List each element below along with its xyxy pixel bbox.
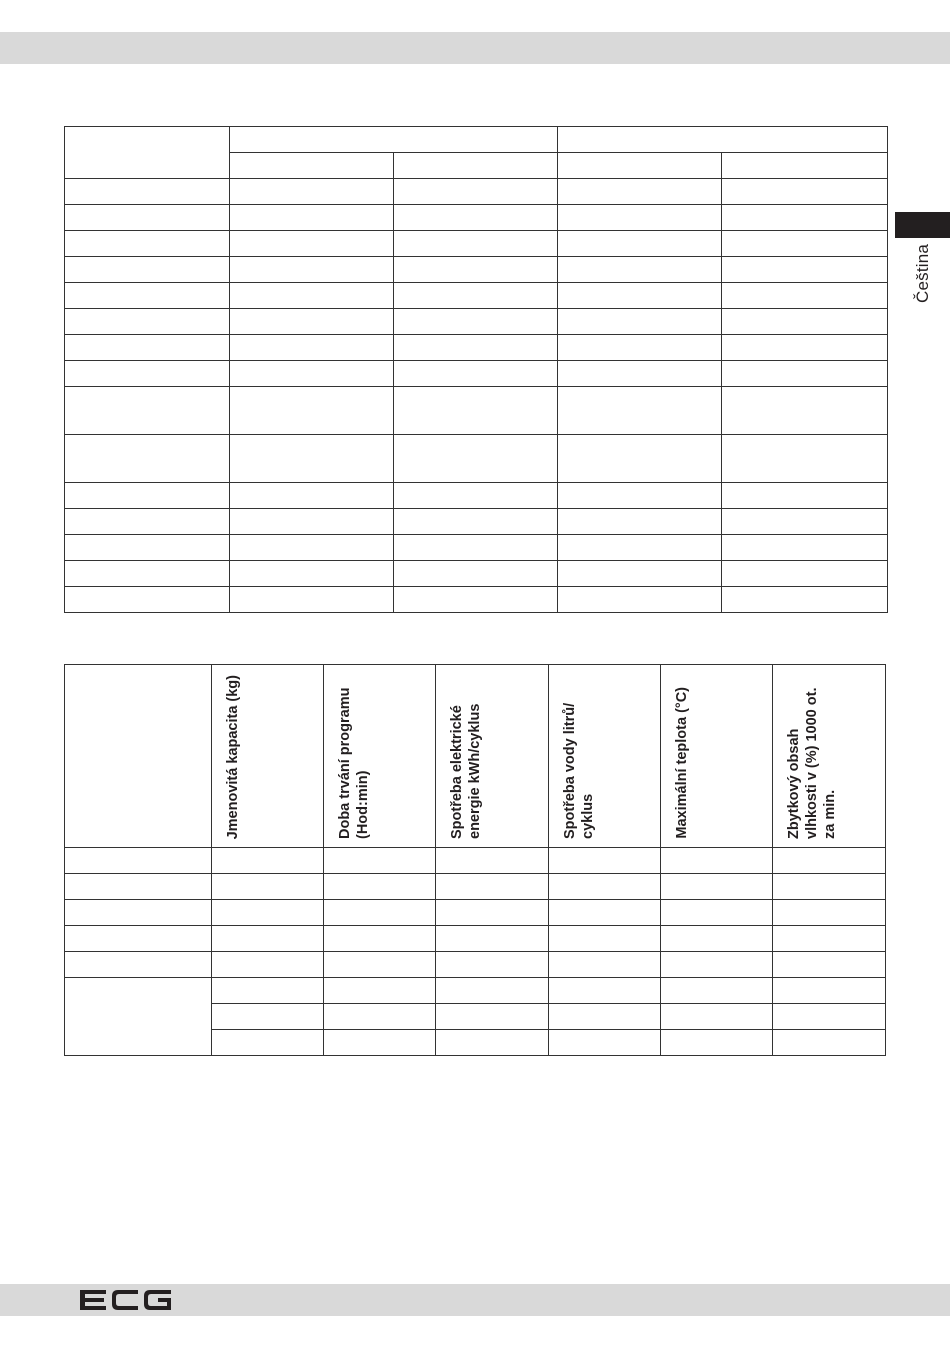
table-row (65, 848, 886, 874)
header-duration: Doba trvání programu (Hod:min) (324, 665, 436, 848)
table-row (65, 561, 888, 587)
header-max-temperature: Maximální teplota (°C) (660, 665, 772, 848)
table-row (65, 335, 888, 361)
table-cell (394, 153, 558, 179)
table-row (65, 309, 888, 335)
table-row (65, 435, 888, 483)
header-residual-moisture: Zbytkový obsah vlhkosti v (%) 1000 ot. za min. (772, 665, 885, 848)
table-row (65, 926, 886, 952)
table-cell (65, 127, 230, 179)
header-water: Spotřeba vody litrů/ cyklus (548, 665, 660, 848)
table-header-row (65, 665, 886, 848)
table-cell (558, 153, 722, 179)
table-row (65, 361, 888, 387)
header-capacity: Jmenovitá kapacita (kg) (212, 665, 324, 848)
header-energy: Spotřeba elektrické energie kWh/cyklus (436, 665, 548, 848)
table-row (65, 387, 888, 435)
header-bar (0, 32, 950, 64)
table-row (65, 257, 888, 283)
language-label: Čeština (913, 244, 932, 304)
table-row (65, 231, 888, 257)
table-row (65, 874, 886, 900)
table-row (65, 509, 888, 535)
table-cell (65, 665, 212, 848)
table-row (65, 179, 888, 205)
table-row (65, 283, 888, 309)
language-tab (895, 212, 950, 238)
programs-table-1 (64, 126, 888, 613)
table-row (65, 483, 888, 509)
programs-table-2 (64, 664, 886, 1056)
table-cell (230, 153, 394, 179)
table-row (65, 978, 886, 1004)
table-cell (722, 153, 888, 179)
table-row (65, 952, 886, 978)
table-row (65, 535, 888, 561)
table-cell (230, 127, 558, 153)
table-cell (558, 127, 888, 153)
table-row (65, 900, 886, 926)
table-row (65, 205, 888, 231)
table-row (65, 587, 888, 613)
ecg-logo (78, 1288, 174, 1312)
